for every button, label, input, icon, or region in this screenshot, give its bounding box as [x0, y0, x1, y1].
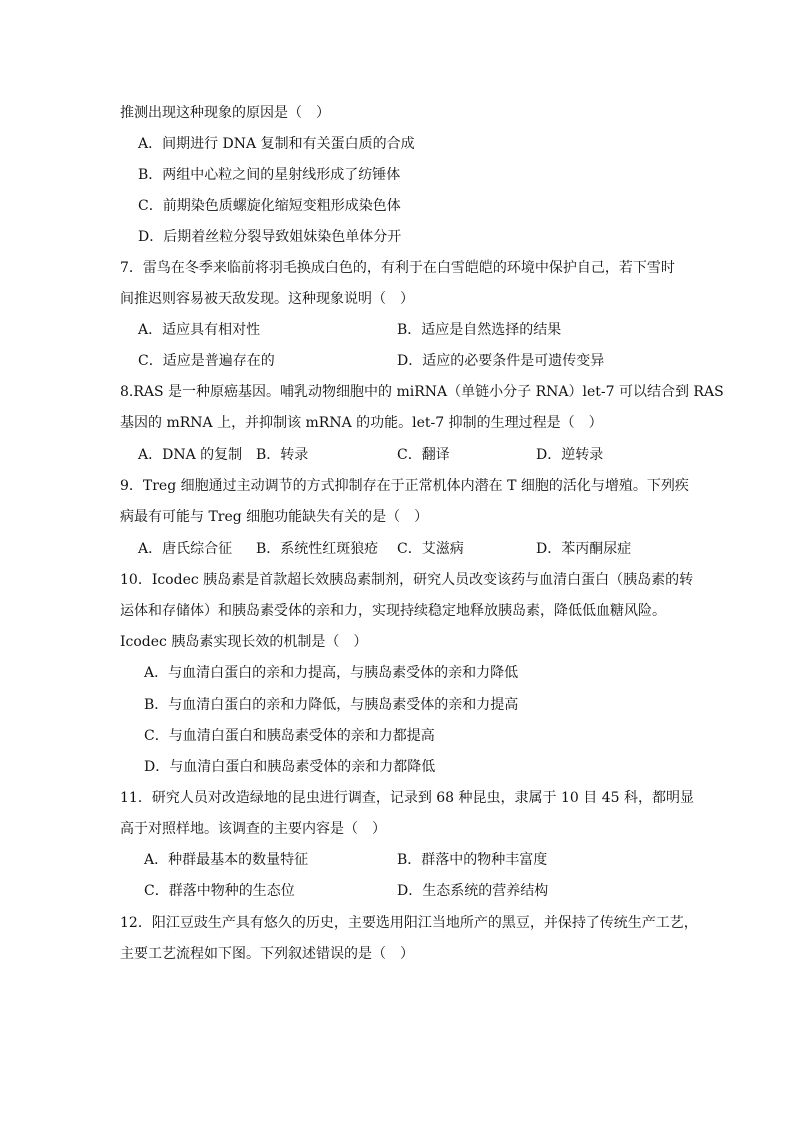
q8-option-d: D．逆转录 — [536, 447, 604, 463]
q8-stem-line-2: 基因的 mRNA 上，并抑制该 mRNA 的功能。let-7 抑制的生理过程是（ ） — [120, 415, 603, 431]
q9-stem-line-1: 9．Treg 细胞通过主动调节的方式抑制存在于正常机体内潜在 T 细胞的活化与增殖。下列疾 — [120, 478, 689, 494]
q10-option-c: C．与血清白蛋白和胰岛素受体的亲和力都提高 — [144, 728, 435, 744]
question-stem-line: 推测出现这种现象的原因是（ ） — [120, 105, 330, 121]
q7-stem-line-2: 间推迟则容易被天敌发现。这种现象说明（ ） — [120, 291, 414, 307]
q8-option-b: B．转录 — [256, 447, 309, 463]
q7-option-c: C．适应是普遍存在的 — [138, 353, 275, 369]
q7-stem-line-1: 7．雷鸟在冬季来临前将羽毛换成白色的，有利于在白雪皑皑的环境中保护自己，若下雪时 — [120, 260, 675, 276]
q9-stem-line-2: 病最有可能与 Treg 细胞功能缺失有关的是（ ） — [120, 509, 429, 525]
q7-option-d: D．适应的必要条件是可遗传变异 — [397, 353, 605, 369]
q10-option-d: D．与血清白蛋白和胰岛素受体的亲和力都降低 — [144, 759, 436, 775]
q10-option-b: B．与血清白蛋白的亲和力降低，与胰岛素受体的亲和力提高 — [144, 697, 519, 713]
q9-option-d: D．苯丙酮尿症 — [536, 541, 632, 557]
q11-stem-line-2: 高于对照样地。该调查的主要内容是（ ） — [120, 821, 386, 837]
q8-stem-line-1: 8.RAS 是一种原癌基因。哺乳动物细胞中的 miRNA（单链小分子 RNA）let-7 可以结合到 RAS — [120, 384, 724, 400]
option-a: A．间期进行 DNA 复制和有关蛋白质的合成 — [138, 136, 415, 152]
q11-option-d: D．生态系统的营养结构 — [397, 883, 549, 899]
q10-stem-line-2: 运体和存储体）和胰岛素受体的亲和力，实现持续稳定地释放胰岛素，降低低血糖风险。 — [120, 603, 666, 619]
q8-option-a: A．DNA 的复制 — [138, 447, 243, 463]
option-c: C．前期染色质螺旋化缩短变粗形成染色体 — [138, 198, 401, 214]
q12-stem-line-1: 12．阳江豆豉生产具有悠久的历史，主要选用阳江当地所产的黑豆，并保持了传统生产工艺， — [120, 915, 698, 931]
q10-option-a: A．与血清白蛋白的亲和力提高，与胰岛素受体的亲和力降低 — [144, 665, 519, 681]
q8-option-c: C．翻译 — [397, 447, 450, 463]
option-b: B．两组中心粒之间的星射线形成了纺锤体 — [138, 167, 401, 183]
q11-option-a: A．种群最基本的数量特征 — [144, 852, 309, 868]
q11-option-c: C．群落中物种的生态位 — [144, 883, 295, 899]
q9-option-c: C．艾滋病 — [397, 541, 464, 557]
q9-option-a: A．唐氏综合征 — [138, 541, 233, 557]
option-d: D．后期着丝粒分裂导致姐妹染色单体分开 — [138, 229, 402, 245]
q10-stem-line-3: Icodec 胰岛素实现长效的机制是（ ） — [120, 634, 368, 650]
q12-stem-line-2: 主要工艺流程如下图。下列叙述错误的是（ ） — [120, 946, 414, 962]
q7-option-a: A．适应具有相对性 — [138, 322, 261, 338]
q11-option-b: B．群落中的物种丰富度 — [397, 852, 548, 868]
q11-stem-line-1: 11．研究人员对改造绿地的昆虫进行调查，记录到 68 种昆虫，隶属于 10 目 45 科，都明显 — [120, 790, 694, 806]
q7-option-b: B．适应是自然选择的结果 — [397, 322, 562, 338]
q10-stem-line-1: 10．Icodec 胰岛素是首款超长效胰岛素制剂，研究人员改变该药与血清白蛋白（胰岛素的转 — [120, 572, 694, 588]
q9-option-b: B．系统性红斑狼疮 — [256, 541, 379, 557]
